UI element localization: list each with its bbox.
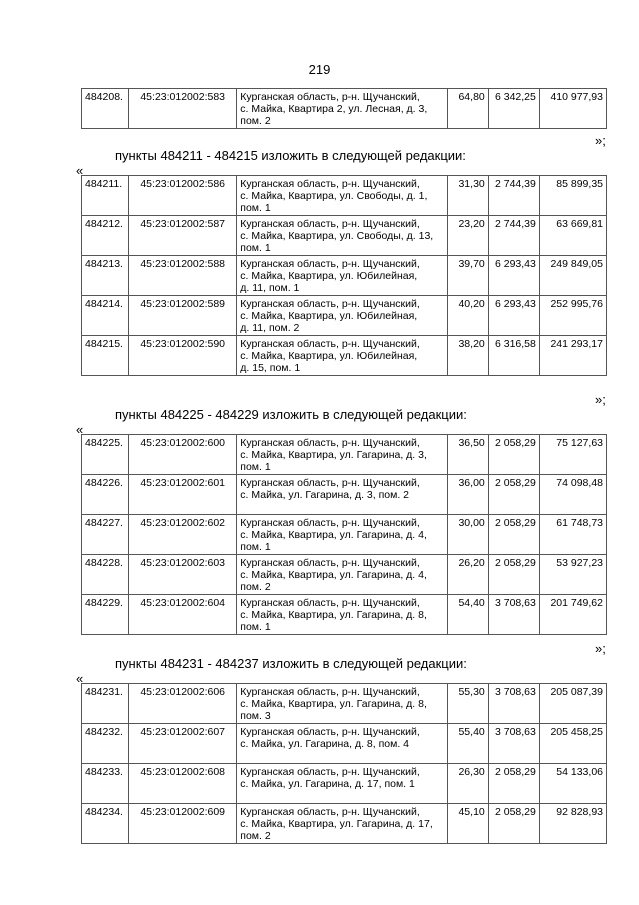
row-number: 484228. xyxy=(82,555,129,595)
cadastral-number: 45:23:012002:607 xyxy=(129,724,237,764)
area-value: 54,40 xyxy=(447,595,488,635)
row-number: 484208. xyxy=(82,89,129,129)
address-line: Курганская область, р-н. Щучанский, xyxy=(240,517,420,529)
address-line: Курганская область, р-н. Щучанский, xyxy=(240,477,420,489)
cadastral-cost: 61 748,73 xyxy=(539,515,606,555)
table-row xyxy=(82,595,607,635)
address xyxy=(237,555,447,595)
address-line: Курганская область, р-н. Щучанский, xyxy=(240,338,420,350)
address xyxy=(237,89,447,129)
address xyxy=(237,515,447,555)
unit-price: 3 708,63 xyxy=(488,595,539,635)
area-value: 36,50 xyxy=(447,435,488,475)
cadastral-cost: 241 293,17 xyxy=(539,336,606,376)
table-row xyxy=(82,89,607,129)
address xyxy=(237,595,447,635)
row-number: 484234. xyxy=(82,804,129,844)
area-value: 26,20 xyxy=(447,555,488,595)
address-line: пом. 2 xyxy=(240,115,271,127)
address-line: Курганская область, р-н. Щучанский, xyxy=(240,726,420,738)
area-value: 45,10 xyxy=(447,804,488,844)
opening-quote: « xyxy=(76,163,84,178)
area-value: 40,20 xyxy=(447,296,488,336)
cadastral-cost: 205 087,39 xyxy=(539,684,606,724)
cadastral-number: 45:23:012002:604 xyxy=(129,595,237,635)
row-number: 484211. xyxy=(82,176,129,216)
address-line: Курганская область, р-н. Щучанский, xyxy=(240,91,420,103)
table-row xyxy=(82,555,607,595)
address-line: с. Майка, Квартира, ул. Гагарина, д. 3, xyxy=(240,449,427,461)
registry-table-1 xyxy=(81,88,607,129)
address xyxy=(237,296,447,336)
cadastral-number: 45:23:012002:603 xyxy=(129,555,237,595)
address-line: Курганская область, р-н. Щучанский, xyxy=(240,437,420,449)
address-line: Курганская область, р-н. Щучанский, xyxy=(240,806,420,818)
cadastral-number: 45:23:012002:587 xyxy=(129,216,237,256)
amendment-instruction: пункты 484231 - 484237 изложить в следующей редакции: xyxy=(115,656,467,671)
cadastral-cost: 92 828,93 xyxy=(539,804,606,844)
unit-price: 6 316,58 xyxy=(488,336,539,376)
address-line: с. Майка, ул. Гагарина, д. 3, пом. 2 xyxy=(240,489,410,501)
address xyxy=(237,764,447,804)
cadastral-cost: 249 849,05 xyxy=(539,256,606,296)
registry-table-3 xyxy=(81,434,607,635)
row-number: 484226. xyxy=(82,475,129,515)
address-line: пом. 1 xyxy=(240,461,271,473)
address-line: Курганская область, р-н. Щучанский, xyxy=(240,258,420,270)
cadastral-number: 45:23:012002:588 xyxy=(129,256,237,296)
cadastral-cost: 205 458,25 xyxy=(539,724,606,764)
unit-price: 2 744,39 xyxy=(488,216,539,256)
cadastral-cost: 74 098,48 xyxy=(539,475,606,515)
cadastral-number: 45:23:012002:602 xyxy=(129,515,237,555)
cadastral-cost: 85 899,35 xyxy=(539,176,606,216)
address-line: д. 15, пом. 1 xyxy=(240,362,301,374)
table-row xyxy=(82,515,607,555)
table-row xyxy=(82,684,607,724)
address-line: с. Майка, Квартира, ул. Гагарина, д. 4, xyxy=(240,569,427,581)
unit-price: 6 342,25 xyxy=(488,89,539,129)
area-value: 64,80 xyxy=(447,89,488,129)
address-line: Курганская область, р-н. Щучанский, xyxy=(240,298,420,310)
area-value: 26,30 xyxy=(447,764,488,804)
closing-quote: »; xyxy=(595,641,606,656)
row-number: 484213. xyxy=(82,256,129,296)
address-line: с. Майка, Квартира, ул. Юбилейная, xyxy=(240,270,418,282)
row-number: 484231. xyxy=(82,684,129,724)
address-line: д. 11, пом. 1 xyxy=(240,282,300,294)
row-number: 484214. xyxy=(82,296,129,336)
table-row xyxy=(82,296,607,336)
address-line: пом. 2 xyxy=(240,581,271,593)
address-line: с. Майка, Квартира, ул. Гагарина, д. 17, xyxy=(240,818,433,830)
page-number: 219 xyxy=(308,62,331,77)
address xyxy=(237,336,447,376)
cadastral-number: 45:23:012002:590 xyxy=(129,336,237,376)
closing-quote: »; xyxy=(595,133,606,148)
unit-price: 6 293,43 xyxy=(488,296,539,336)
address xyxy=(237,256,447,296)
opening-quote: « xyxy=(76,422,84,437)
cadastral-cost: 54 133,06 xyxy=(539,764,606,804)
unit-price: 2 058,29 xyxy=(488,804,539,844)
address-line: Курганская область, р-н. Щучанский, xyxy=(240,218,420,230)
row-number: 484212. xyxy=(82,216,129,256)
unit-price: 2 744,39 xyxy=(488,176,539,216)
table-row xyxy=(82,764,607,804)
area-value: 30,00 xyxy=(447,515,488,555)
cadastral-number: 45:23:012002:600 xyxy=(129,435,237,475)
address-line: Курганская область, р-н. Щучанский, xyxy=(240,178,420,190)
address-line: пом. 1 xyxy=(240,202,271,214)
address-line: с. Майка, Квартира, ул. Свободы, д. 1, xyxy=(240,190,428,202)
table-row xyxy=(82,475,607,515)
table-row xyxy=(82,176,607,216)
area-value: 23,20 xyxy=(447,216,488,256)
unit-price: 3 708,63 xyxy=(488,724,539,764)
address-line: пом. 1 xyxy=(240,621,271,633)
unit-price: 3 708,63 xyxy=(488,684,539,724)
row-number: 484233. xyxy=(82,764,129,804)
registry-table-2 xyxy=(81,175,607,376)
unit-price: 2 058,29 xyxy=(488,435,539,475)
row-number: 484227. xyxy=(82,515,129,555)
area-value: 38,20 xyxy=(447,336,488,376)
cadastral-cost: 410 977,93 xyxy=(539,89,606,129)
cadastral-number: 45:23:012002:608 xyxy=(129,764,237,804)
table-row xyxy=(82,336,607,376)
address-line: с. Майка, Квартира, ул. Юбилейная, xyxy=(240,310,418,322)
unit-price: 2 058,29 xyxy=(488,515,539,555)
cadastral-number: 45:23:012002:586 xyxy=(129,176,237,216)
unit-price: 2 058,29 xyxy=(488,555,539,595)
address-line: д. 11, пом. 2 xyxy=(240,322,300,334)
unit-price: 6 293,43 xyxy=(488,256,539,296)
address-line: пом. 1 xyxy=(240,242,271,254)
cadastral-cost: 63 669,81 xyxy=(539,216,606,256)
cadastral-number: 45:23:012002:609 xyxy=(129,804,237,844)
address-line: с. Майка, Квартира, ул. Свободы, д. 13, xyxy=(240,230,434,242)
row-number: 484225. xyxy=(82,435,129,475)
cadastral-cost: 75 127,63 xyxy=(539,435,606,475)
cadastral-number: 45:23:012002:583 xyxy=(129,89,237,129)
address-line: с. Майка, Квартира, ул. Гагарина, д. 4, xyxy=(240,529,427,541)
table-row xyxy=(82,256,607,296)
address-line: с. Майка, ул. Гагарина, д. 8, пом. 4 xyxy=(240,738,410,750)
address xyxy=(237,724,447,764)
cadastral-number: 45:23:012002:589 xyxy=(129,296,237,336)
area-value: 31,30 xyxy=(447,176,488,216)
address-line: с. Майка, Квартира, ул. Гагарина, д. 8, xyxy=(240,609,427,621)
amendment-instruction: пункты 484211 - 484215 изложить в следующей редакции: xyxy=(115,148,466,163)
address-line: с. Майка, Квартира 2, ул. Лесная, д. 3, xyxy=(240,103,428,115)
amendment-instruction: пункты 484225 - 484229 изложить в следующей редакции: xyxy=(115,407,467,422)
address xyxy=(237,216,447,256)
address xyxy=(237,475,447,515)
address-line: Курганская область, р-н. Щучанский, xyxy=(240,686,420,698)
address xyxy=(237,435,447,475)
table-row xyxy=(82,804,607,844)
address-line: Курганская область, р-н. Щучанский, xyxy=(240,597,420,609)
registry-table-4 xyxy=(81,683,607,844)
address-line: с. Майка, Квартира, ул. Гагарина, д. 8, xyxy=(240,698,427,710)
row-number: 484232. xyxy=(82,724,129,764)
address-line: с. Майка, Квартира, ул. Юбилейная, xyxy=(240,350,418,362)
cadastral-cost: 201 749,62 xyxy=(539,595,606,635)
address-line: пом. 1 xyxy=(240,541,271,553)
cadastral-cost: 53 927,23 xyxy=(539,555,606,595)
row-number: 484215. xyxy=(82,336,129,376)
address xyxy=(237,176,447,216)
address xyxy=(237,684,447,724)
area-value: 55,40 xyxy=(447,724,488,764)
cadastral-number: 45:23:012002:606 xyxy=(129,684,237,724)
address-line: пом. 3 xyxy=(240,710,271,722)
row-number: 484229. xyxy=(82,595,129,635)
address-line: Курганская область, р-н. Щучанский, xyxy=(240,766,420,778)
area-value: 36,00 xyxy=(447,475,488,515)
area-value: 39,70 xyxy=(447,256,488,296)
cadastral-cost: 252 995,76 xyxy=(539,296,606,336)
unit-price: 2 058,29 xyxy=(488,475,539,515)
closing-quote: »; xyxy=(595,392,606,407)
area-value: 55,30 xyxy=(447,684,488,724)
address-line: Курганская область, р-н. Щучанский, xyxy=(240,557,420,569)
address-line: с. Майка, ул. Гагарина, д. 17, пом. 1 xyxy=(240,778,415,790)
cadastral-number: 45:23:012002:601 xyxy=(129,475,237,515)
address-line: пом. 2 xyxy=(240,830,271,842)
address xyxy=(237,804,447,844)
table-row xyxy=(82,216,607,256)
table-row xyxy=(82,724,607,764)
unit-price: 2 058,29 xyxy=(488,764,539,804)
table-row xyxy=(82,435,607,475)
opening-quote: « xyxy=(76,671,84,686)
